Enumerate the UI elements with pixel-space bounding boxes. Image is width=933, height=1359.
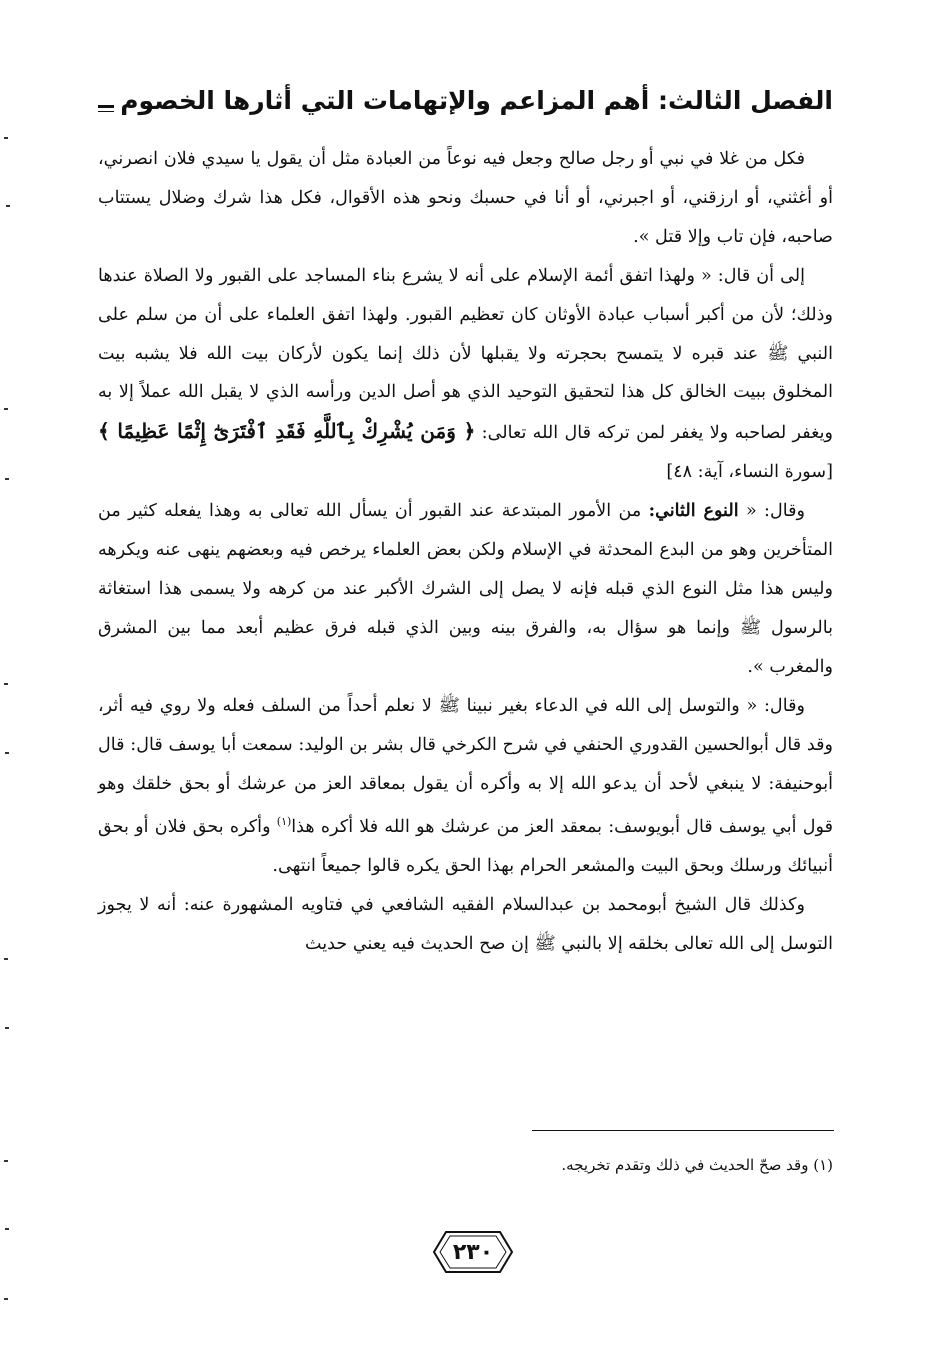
scan-mark	[4, 1160, 8, 1162]
quran-verse: ﴿ وَمَن يُشْرِكْ بِٱللَّهِ فَقَدِ ٱفْتَرَىٰٓ إِثْمًا عَظِيمًا ﴾	[98, 419, 476, 444]
page-number: ٢٣٠	[452, 1239, 494, 1265]
paragraph-3-text: من الأمور المبتدعة عند القبور أن يسأل الله تعالى به وهذا يفعله كثير من المتأخرين وهو من البدع المحدثة في الإسلام ولكن بعض العلماء يرخص فيه وبعضهم ينهى عنه ويكرهه وليس هذا مثل النوع الذي قبله فإنه لا يصل إلى الشرك الأكبر عند من كرهه ولا يسمى هذا استغاثة بالرسول ﷺ وإنما هو سؤال به، والفرق بينه وبين الذي قبله فرق عظيم أبعد مما بين المشرق والمغرب ».	[98, 501, 833, 677]
chapter-title: الفصل الثالث: أهم المزاعم والإتهامات التي أثارها الخصوم	[120, 86, 833, 115]
verse-reference: [سورة النساء، آية: ٤٨]	[666, 462, 833, 483]
paragraph-3-heading: النوع الثاني:	[648, 500, 739, 522]
paragraph-3-intro: وقال: «	[745, 501, 805, 522]
chapter-header	[98, 78, 833, 118]
paragraph-2	[98, 257, 833, 492]
paragraph-4-text-b: وأكره بحق فلان أو بحق أنبيائك ورسلك وبحق البيت والمشعر الحرام بهذا الحق يكره قالوا جميعاً انتهى.	[98, 817, 833, 877]
scan-mark	[4, 408, 8, 410]
body-text	[98, 140, 833, 964]
page-number-ornament	[432, 1230, 514, 1274]
scan-mark	[5, 478, 9, 480]
paragraph-4	[98, 687, 833, 886]
scan-mark	[4, 683, 8, 685]
scan-mark	[4, 137, 8, 139]
paragraph-3	[98, 492, 833, 687]
paragraph-1: فكل من غلا في نبي أو رجل صالح وجعل فيه نوعاً من العبادة مثل أن يقول يا سيدي فلان انصرني، أو أغثني، أو ارزقني، أو اجبرني، أو أنا في حسبك ونحو هذه الأقوال، فكل هذا شرك وضلال يستتاب صاحبه، فإن تاب وإلا قتل ».	[98, 149, 833, 247]
scan-mark	[4, 958, 8, 960]
footnote-divider	[532, 1130, 834, 1131]
scan-mark	[4, 1298, 8, 1300]
scan-mark	[5, 1027, 9, 1029]
footnote: (١) وقد صحّ الحديث في ذلك وتقدم تخريجه.	[561, 1156, 833, 1174]
header-rule	[98, 105, 114, 112]
footnote-reference[interactable]: (١)	[276, 815, 292, 829]
scan-mark	[6, 205, 10, 207]
paragraph-2-text: إلى أن قال: « ولهذا اتفق أئمة الإسلام على أنه لا يشرع بناء المساجد على القبور ولا الصلاة عندها وذلك؛ لأن من أكبر أسباب عبادة الأوثان كان تعظيم القبور. ولهذا اتفق العلماء على أن من سلم على النبي ﷺ عند قبره لا يتمسح بحجرته ولا يقبلها لأن ذلك إنما يكون لأركان بيت الله فلا يشبه بيت المخلوق ببيت الخالق كل هذا لتحقيق التوحيد الذي هو أصل الدين ورأسه الذي لا يقبل الله عملاً إلا به ويغفر لصاحبه ولا يغفر لمن تركه قال الله تعالى:	[98, 265, 833, 444]
scan-mark	[5, 752, 9, 754]
paragraph-4-text-a: وقال: « والتوسل إلى الله في الدعاء بغير نبينا ﷺ لا نعلم أحداً من السلف فعله ولا روي فيه أثر، وقد قال أبوالحسين القدوري الحنفي في شرح الكرخي قال بشر بن الوليد: سمعت أبا يوسف قال: قال أبوحنيفة: لا ينبغي لأحد أن يدعو الله إلا به وأكره أن يقول بمعاقد العز من عرشك أو بحق خلقك وهو قول أبي يوسف قال أبويوسف: بمعقد العز من عرشك هو الله فلا أكره هذا	[98, 695, 833, 838]
paragraph-5: وكذلك قال الشيخ أبومحمد بن عبدالسلام الفقيه الشافعي في فتاويه المشهورة عنه: أنه لا يجوز التوسل إلى الله تعالى بخلقه إلا بالنبي ﷺ إن صح الحديث فيه يعني حديث	[98, 895, 833, 954]
scan-mark	[5, 1228, 9, 1230]
